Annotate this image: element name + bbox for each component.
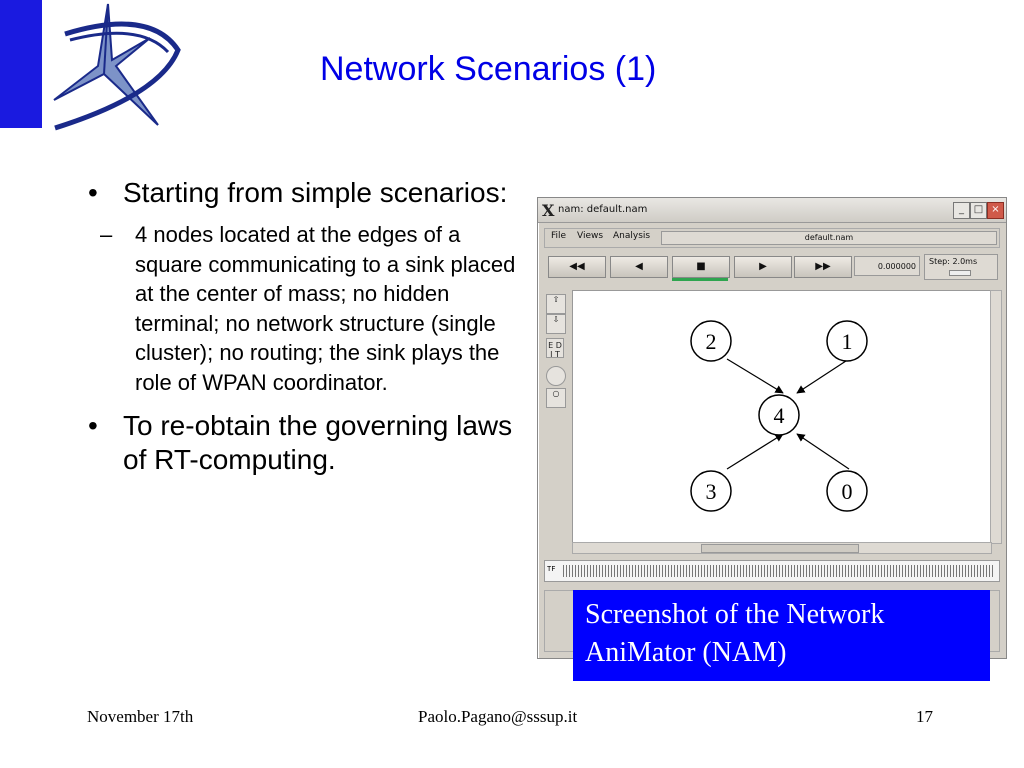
link-2-4 (727, 359, 783, 393)
logo-graphic (0, 0, 190, 140)
sub-bullet-text: 4 nodes located at the edges of a square communicating to a sink placed at the center of mass; no hidden terminal; no network structure (single cluster); no routing; the sink plays the role of WPAN coordinator. (135, 222, 516, 395)
sub-bullet-item (88, 220, 518, 397)
link-1-4 (797, 359, 849, 393)
menu-file[interactable]: File (551, 231, 567, 241)
node-1[interactable] (827, 321, 867, 361)
node-label: 2 (705, 329, 717, 354)
time-display: 0.000000 (854, 256, 920, 276)
window-title: nam: default.nam (558, 204, 648, 215)
timeline-bar[interactable] (544, 560, 1000, 582)
link-0-4 (797, 434, 849, 469)
rewind-button[interactable]: ◀◀ (548, 256, 606, 278)
bullet-text: Starting from simple scenarios: (123, 177, 508, 208)
zoom-out-icon[interactable]: ⇩ (546, 314, 566, 334)
node-label: 3 (705, 479, 717, 504)
stop-button[interactable]: ■ (672, 256, 730, 278)
edit-button[interactable]: E D I T (546, 338, 564, 358)
node-3[interactable] (691, 471, 731, 511)
play-button[interactable]: ▶ (734, 256, 792, 278)
page-number: 17 (916, 707, 933, 726)
menu-bar (544, 228, 1000, 248)
fast-forward-button[interactable]: ▶▶ (794, 256, 852, 278)
circle-tool-icon[interactable] (546, 366, 566, 386)
timeline-ticks (563, 565, 993, 577)
bullet-item (88, 409, 518, 477)
step-slider[interactable] (949, 270, 971, 276)
link-3-4 (727, 434, 783, 469)
x-logo-icon: X (542, 201, 555, 220)
close-button[interactable]: × (987, 202, 1004, 219)
footer-date: November 17th (87, 707, 194, 726)
node-label: 4 (773, 403, 785, 428)
screenshot-caption: Screenshot of the Network AniMator (NAM) (573, 590, 990, 681)
network-canvas (572, 290, 992, 544)
node-0[interactable] (827, 471, 867, 511)
logo (0, 0, 190, 140)
node-label: 0 (841, 479, 853, 504)
minimize-button[interactable]: _ (953, 202, 970, 219)
zoom-in-icon[interactable]: ⇧ (546, 294, 566, 314)
node-4[interactable] (759, 395, 799, 435)
menu-analysis[interactable]: Analysis (613, 231, 651, 241)
maximize-button[interactable]: □ (970, 202, 987, 219)
node-2[interactable] (691, 321, 731, 361)
step-label: Step: 2.0ms (929, 257, 978, 266)
scroll-thumb[interactable] (701, 544, 859, 553)
playback-controls (544, 254, 998, 282)
timeline-label: TF (547, 565, 556, 573)
bullet-list (88, 176, 518, 477)
stop-indicator (672, 278, 728, 281)
horizontal-scrollbar[interactable] (572, 542, 992, 554)
footer-email: Paolo.Pagano@sssup.it (418, 707, 578, 726)
page-title: Network Scenarios (1) (320, 50, 657, 88)
tool-sidebar (544, 290, 568, 552)
sub-bullet-marker: – (100, 222, 113, 247)
bullet-marker: • (88, 177, 98, 208)
step-control (924, 254, 998, 280)
small-circle-tool-icon[interactable]: ○ (546, 388, 566, 408)
back-button[interactable]: ◀ (610, 256, 668, 278)
node-label: 1 (841, 329, 853, 354)
filename-display: default.nam (661, 231, 997, 245)
window-titlebar (538, 198, 1006, 223)
vertical-scrollbar[interactable] (990, 290, 1002, 544)
bullet-text: To re-obtain the governing laws of RT-computing. (123, 410, 513, 475)
bullet-marker: • (88, 410, 98, 441)
network-graph (573, 291, 991, 543)
menu-views[interactable]: Views (577, 231, 604, 241)
bullet-item (88, 176, 518, 210)
